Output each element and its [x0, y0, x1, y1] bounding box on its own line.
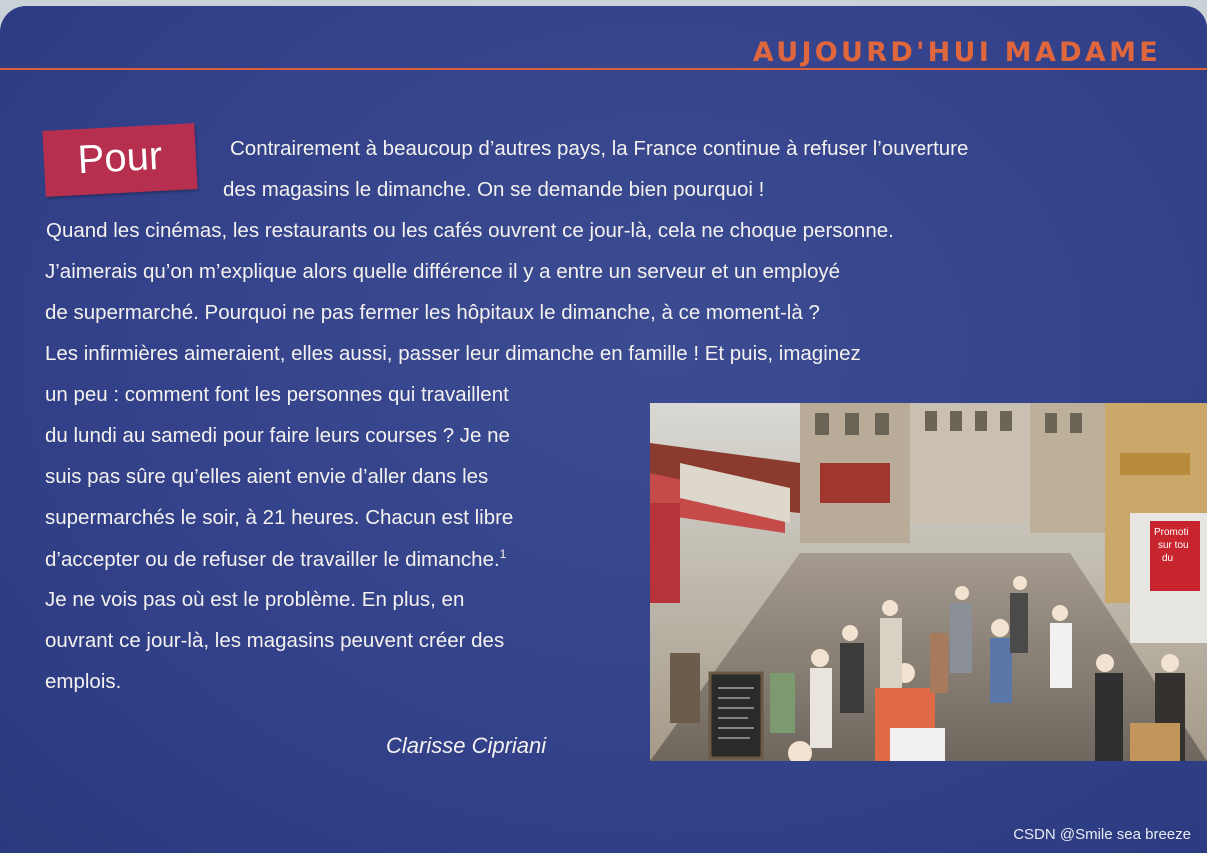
article-line-8: du lundi au samedi pour faire leurs courses ? Je ne: [45, 424, 510, 447]
article-line-10: supermarchés le soir, à 21 heures. Chacun est libre: [45, 506, 514, 529]
section-header: AUJOURD'HUI MADAME: [752, 37, 1161, 68]
watermark: CSDN @Smile sea breeze: [1013, 826, 1191, 843]
article-line-11-text: d’accepter ou de refuser de travailler le dimanche.: [45, 547, 500, 571]
article-line-7: un peu : comment font les personnes qui travaillent: [45, 383, 509, 406]
shop-sign-text-2: sur tou: [1158, 540, 1189, 551]
article-line-3: Quand les cinémas, les restaurants ou les cafés ouvrent ce jour-là, cela ne choque personne.: [46, 219, 894, 242]
street-photo: [650, 403, 1207, 761]
shop-sign-text-3: du: [1162, 553, 1174, 564]
article-line-1: Contrairement à beaucoup d’autres pays, la France continue à refuser l’ouverture: [230, 137, 969, 160]
header-rule: [0, 68, 1207, 70]
article-line-14: emplois.: [45, 670, 122, 693]
article-line-6: Les infirmières aimeraient, elles aussi, passer leur dimanche en famille ! Et puis, imaginez: [45, 342, 861, 365]
pour-tag: [42, 123, 197, 197]
street-scene-illustration: [650, 403, 1207, 761]
article-line-4: J’aimerais qu’on m’explique alors quelle différence il y a entre un serveur et un employé: [45, 260, 840, 283]
article-line-2: des magasins le dimanche. On se demande bien pourquoi !: [223, 178, 765, 201]
footnote-mark: 1: [499, 547, 507, 561]
article-line-12: Je ne vois pas où est le problème. En plus, en: [45, 588, 465, 611]
shop-sign-text: Promoti: [1154, 527, 1189, 538]
article-line-5: de supermarché. Pourquoi ne pas fermer les hôpitaux le dimanche, à ce moment-là ?: [45, 301, 820, 324]
article-panel: [0, 6, 1207, 853]
author-signature: Clarisse Cipriani: [386, 733, 547, 758]
pour-label: Pour: [76, 133, 164, 183]
article-line-11: [45, 547, 506, 572]
article-line-9: suis pas sûre qu’elles aient envie d’aller dans les: [45, 465, 489, 488]
article-line-13: ouvrant ce jour-là, les magasins peuvent créer des: [45, 629, 505, 652]
